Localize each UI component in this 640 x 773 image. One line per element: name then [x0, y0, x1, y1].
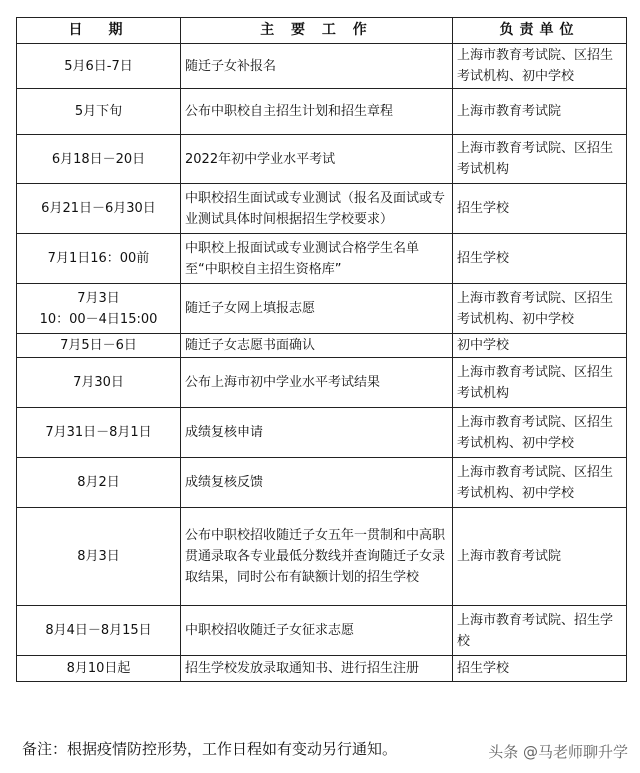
- table-row: [17, 656, 627, 682]
- table-row: [17, 135, 627, 184]
- table-row: [17, 458, 627, 508]
- row-unit: 上海市教育考试院: [453, 89, 627, 135]
- row-date: 7月31日－8月1日: [17, 408, 181, 458]
- row-unit: 招生学校: [453, 234, 627, 284]
- row-date: 7月5日－6日: [17, 334, 181, 358]
- row-date: 8月4日－8月15日: [17, 606, 181, 656]
- row-work: 公布中职校招收随迁子女五年一贯制和中高职贯通录取各专业最低分数线并查询随迁子女录取结果，同时公布有缺额计划的招生学校: [181, 508, 453, 606]
- row-unit: 上海市教育考试院: [453, 508, 627, 606]
- row-unit: 招生学校: [453, 184, 627, 234]
- row-date: 8月3日: [17, 508, 181, 606]
- row-work: 中职校招收随迁子女征求志愿: [181, 606, 453, 656]
- table-row: [17, 284, 627, 334]
- row-unit: 上海市教育考试院、区招生考试机构、初中学校: [453, 284, 627, 334]
- row-unit: 上海市教育考试院、招生学校: [453, 606, 627, 656]
- table-header-row: [17, 18, 627, 44]
- row-unit: 上海市教育考试院、区招生考试机构: [453, 135, 627, 184]
- row-unit: 上海市教育考试院、区招生考试机构、初中学校: [453, 458, 627, 508]
- table-row: [17, 508, 627, 606]
- row-date: 8月2日: [17, 458, 181, 508]
- footnote: 备注：根据疫情防控形势，工作日程如有变动另行通知。: [22, 740, 398, 758]
- table-row: [17, 408, 627, 458]
- table-row: [17, 358, 627, 408]
- row-work: 招生学校发放录取通知书、进行招生注册: [181, 656, 453, 682]
- table-row: [17, 44, 627, 89]
- schedule-table: [16, 17, 627, 682]
- row-date: 5月6日-7日: [17, 44, 181, 89]
- row-date: 8月10日起: [17, 656, 181, 682]
- row-unit: 上海市教育考试院、区招生考试机构: [453, 358, 627, 408]
- row-work: 中职校上报面试或专业测试合格学生名单至“中职校自主招生资格库”: [181, 234, 453, 284]
- header-date: 日 期: [17, 18, 181, 44]
- row-work: 成绩复核申请: [181, 408, 453, 458]
- row-work: 2022年初中学业水平考试: [181, 135, 453, 184]
- row-date: 5月下旬: [17, 89, 181, 135]
- table-row: [17, 606, 627, 656]
- row-work: 随迁子女网上填报志愿: [181, 284, 453, 334]
- row-work: 公布中职校自主招生计划和招生章程: [181, 89, 453, 135]
- row-unit: 初中学校: [453, 334, 627, 358]
- row-date: 7月30日: [17, 358, 181, 408]
- row-unit: 上海市教育考试院、区招生考试机构、初中学校: [453, 408, 627, 458]
- row-work: 成绩复核反馈: [181, 458, 453, 508]
- row-work: 公布上海市初中学业水平考试结果: [181, 358, 453, 408]
- row-date: 6月18日－20日: [17, 135, 181, 184]
- row-work: 随迁子女志愿书面确认: [181, 334, 453, 358]
- row-unit: 招生学校: [453, 656, 627, 682]
- row-date: 7月1日16：00前: [17, 234, 181, 284]
- row-date: 7月3日 10：00－4日15:00: [17, 284, 181, 334]
- header-work: 主 要 工 作: [181, 18, 453, 44]
- row-unit: 上海市教育考试院、区招生考试机构、初中学校: [453, 44, 627, 89]
- table-row: [17, 184, 627, 234]
- row-date: 6月21日－6月30日: [17, 184, 181, 234]
- row-work: 随迁子女补报名: [181, 44, 453, 89]
- watermark: 头条 @马老师聊升学: [488, 743, 628, 761]
- row-work: 中职校招生面试或专业测试（报名及面试或专业测试具体时间根据招生学校要求）: [181, 184, 453, 234]
- table-row: [17, 334, 627, 358]
- table-row: [17, 234, 627, 284]
- table-row: [17, 89, 627, 135]
- header-unit: 负责单位: [453, 18, 627, 44]
